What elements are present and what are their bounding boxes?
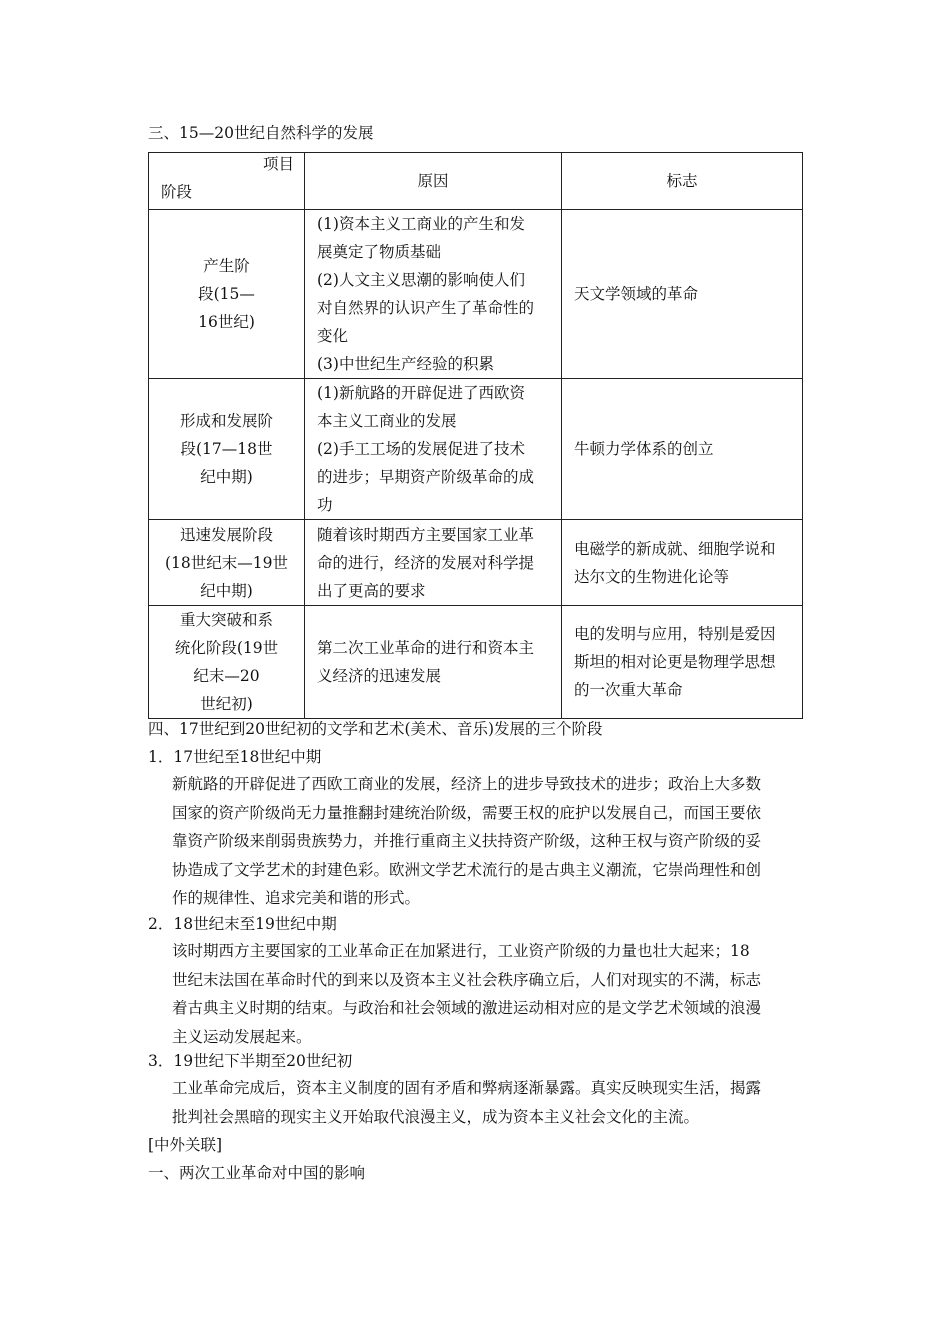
table-row <box>149 520 803 606</box>
mark-line: 斯坦的相对论更是物理学思想 <box>574 653 776 671</box>
header-diagonal-cell <box>149 153 305 210</box>
paragraph-line: 作的规律性、追求完美和谐的形式。 <box>172 889 421 907</box>
table-header-row <box>149 153 803 210</box>
stage-line: 世纪初) <box>200 695 253 713</box>
paragraph-line: 该时期西方主要国家的工业革命正在加紧进行，工业资产阶级的力量也壮大起来；18 <box>172 942 750 960</box>
cause-line: (2)手工工场的发展促进了技术 <box>317 440 525 458</box>
paragraph-line: 世纪末法国在革命时代的到来以及资本主义社会秩序确立后，人们对现实的不满，标志 <box>172 970 762 989</box>
cause-line: 第二次工业革命的进行和资本主 <box>317 639 535 657</box>
mark-cell <box>562 520 803 606</box>
stage-line: 迅速发展阶段 <box>179 525 273 544</box>
stage-line: 统化阶段(19世 <box>174 639 279 657</box>
paragraph-line: 靠资产阶级来削弱贵族势力，并推行重商主义扶持资产阶级，这种王权与资产阶级的妥 <box>172 832 762 850</box>
stage-line: 段(15— <box>198 285 255 303</box>
paragraph-line: 着古典主义时期的结束。与政治和社会领域的激进运动相对应的是文学艺术领域的浪漫 <box>172 999 762 1017</box>
item-2-heading: 2．18世纪末至19世纪中期 <box>148 915 337 933</box>
stage-line: 16世纪) <box>198 313 255 331</box>
cause-cell <box>305 606 562 719</box>
item-1-paragraph <box>172 770 808 913</box>
paragraph-line: 批判社会黑暗的现实主义开始取代浪漫主义，成为资本主义社会文化的主流。 <box>172 1107 700 1126</box>
stage-line: 产生阶 <box>203 257 250 275</box>
stage-cell <box>149 210 305 379</box>
cause-line: 展奠定了物质基础 <box>317 243 442 261</box>
header-item-label: 项目 <box>262 155 294 173</box>
stage-line: 段(17—18世 <box>180 440 273 458</box>
cause-cell <box>305 379 562 520</box>
cause-line: 命的进行，经济的发展对科学提 <box>317 553 535 572</box>
cause-line: (1)资本主义工商业的产生和发 <box>317 215 525 233</box>
cause-line: 本主义工商业的发展 <box>317 412 457 430</box>
cause-line: (2)人文主义思潮的影响使人们 <box>317 271 525 289</box>
cause-line: 出了更高的要求 <box>317 581 426 600</box>
bracket-heading: [中外关联] <box>148 1136 223 1154</box>
mark-cell <box>562 210 803 379</box>
stage-line: (18世纪末—19世 <box>165 553 288 572</box>
section-1-title: 一、两次工业革命对中国的影响 <box>148 1164 366 1182</box>
stage-line: 重大突破和系 <box>179 611 273 629</box>
section-3-title: 三、15—20世纪自然科学的发展 <box>148 124 374 142</box>
paragraph-line: 主义运动发展起来。 <box>172 1027 312 1046</box>
cause-line: 随着该时期西方主要国家工业革 <box>317 525 535 544</box>
item-3-paragraph <box>172 1074 808 1131</box>
mark-line: 电的发明与应用，特别是爱因 <box>574 625 776 643</box>
cause-line: 义经济的迅速发展 <box>317 667 442 685</box>
section-4-title: 四、17世纪到20世纪初的文学和艺术(美术、音乐)发展的三个阶段 <box>148 720 603 738</box>
item-1-heading: 1．17世纪至18世纪中期 <box>148 748 322 766</box>
item-2-paragraph <box>172 937 808 1051</box>
mark-line: 的一次重大革命 <box>574 681 683 699</box>
stage-line: 纪中期) <box>200 581 253 600</box>
stage-line: 形成和发展阶 <box>179 412 273 430</box>
stage-line: 纪末—20 <box>193 667 260 685</box>
cause-line: (1)新航路的开辟促进了西欧资 <box>317 384 525 402</box>
paragraph-line: 国家的资产阶级尚无力量推翻封建统治阶级，需要王权的庇护以发展自己，而国王要依 <box>172 803 762 822</box>
stage-line: 纪中期) <box>200 468 253 486</box>
mark-line: 天文学领域的革命 <box>574 285 699 303</box>
cause-line: 的进步；早期资产阶级革命的成 <box>317 468 535 486</box>
item-3-heading: 3．19世纪下半期至20世纪初 <box>148 1052 353 1070</box>
cause-line: 对自然界的认识产生了革命性的 <box>317 299 535 317</box>
header-cause: 原因 <box>305 153 562 210</box>
stage-cell <box>149 606 305 719</box>
mark-line: 达尔文的生物进化论等 <box>574 567 730 586</box>
cause-cell <box>305 520 562 606</box>
mark-cell <box>562 606 803 719</box>
cause-cell <box>305 210 562 379</box>
paragraph-line: 工业革命完成后，资本主义制度的固有矛盾和弊病逐渐暴露。真实反映现实生活，揭露 <box>172 1079 762 1097</box>
header-mark: 标志 <box>562 153 803 210</box>
header-stage-label: 阶段 <box>161 183 193 201</box>
stage-cell <box>149 520 305 606</box>
table-row <box>149 606 803 719</box>
mark-line: 电磁学的新成就、细胞学说和 <box>574 539 776 558</box>
cause-line: 变化 <box>317 327 349 345</box>
paragraph-line: 协造成了文学艺术的封建色彩。欧洲文学艺术流行的是古典主义潮流，它崇尚理性和创 <box>172 860 762 879</box>
cause-line: 功 <box>317 496 333 514</box>
cause-line: (3)中世纪生产经验的积累 <box>317 355 494 373</box>
table-row <box>149 379 803 520</box>
stage-cell <box>149 379 305 520</box>
mark-line: 牛顿力学体系的创立 <box>574 440 714 458</box>
mark-cell <box>562 379 803 520</box>
table-row <box>149 210 803 379</box>
paragraph-line: 新航路的开辟促进了西欧工商业的发展，经济上的进步导致技术的进步；政治上大多数 <box>172 775 762 793</box>
science-development-table <box>148 152 803 719</box>
